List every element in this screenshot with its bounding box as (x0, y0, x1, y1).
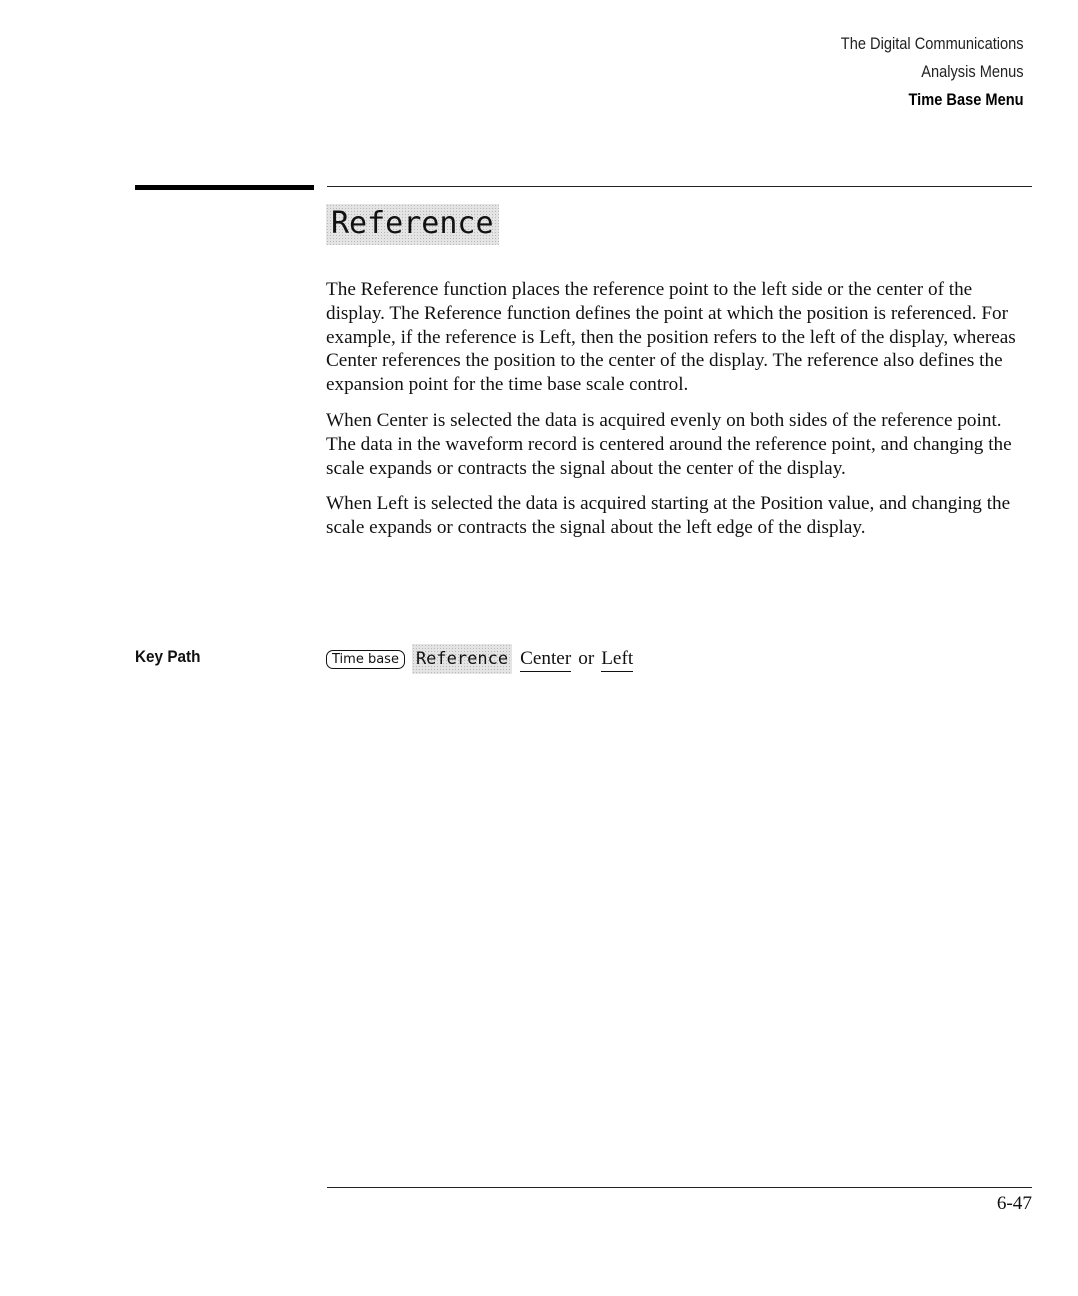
time-base-hardkey: Time base (326, 650, 405, 669)
reference-softkey: Reference (412, 644, 512, 674)
paragraph: When Left is selected the data is acquired starting at the Position value, and changing the scale expands or contracts the signal about the left edge of the display. (326, 493, 1011, 539)
running-header (811, 30, 1024, 114)
option-left: Left (601, 647, 633, 672)
header-chapter: The Digital Communications (841, 34, 1024, 53)
paragraph: When Center is selected the data is acquired evenly on both sides of the reference point. The data in the waveform record is centered around the reference point, and changing the scale expands or contracts the signal about the center of the display. (326, 409, 1012, 479)
section-rule-thin (327, 186, 1032, 187)
paragraph: The Reference function places the reference point to the left side or the center of the display. The Reference function defines the point at which the position is referenced. For example, if the reference is Left, then the position refers to the left of the display, whereas Center references the position to the center of the display. The reference also defines the expansion point for the time base scale control. (326, 279, 1016, 396)
header-section: Analysis Menus (921, 62, 1024, 81)
key-path (326, 644, 633, 674)
option-separator: or (578, 648, 595, 669)
header-menu: Time Base Menu (908, 90, 1024, 109)
footer-rule (327, 1187, 1032, 1188)
section-rule-thick (135, 185, 314, 190)
option-center: Center (520, 647, 571, 672)
key-path-label: Key Path (135, 647, 201, 666)
page-number: 6-47 (996, 1193, 1032, 1214)
section-title: Reference (326, 204, 499, 245)
body-text (326, 278, 1034, 552)
